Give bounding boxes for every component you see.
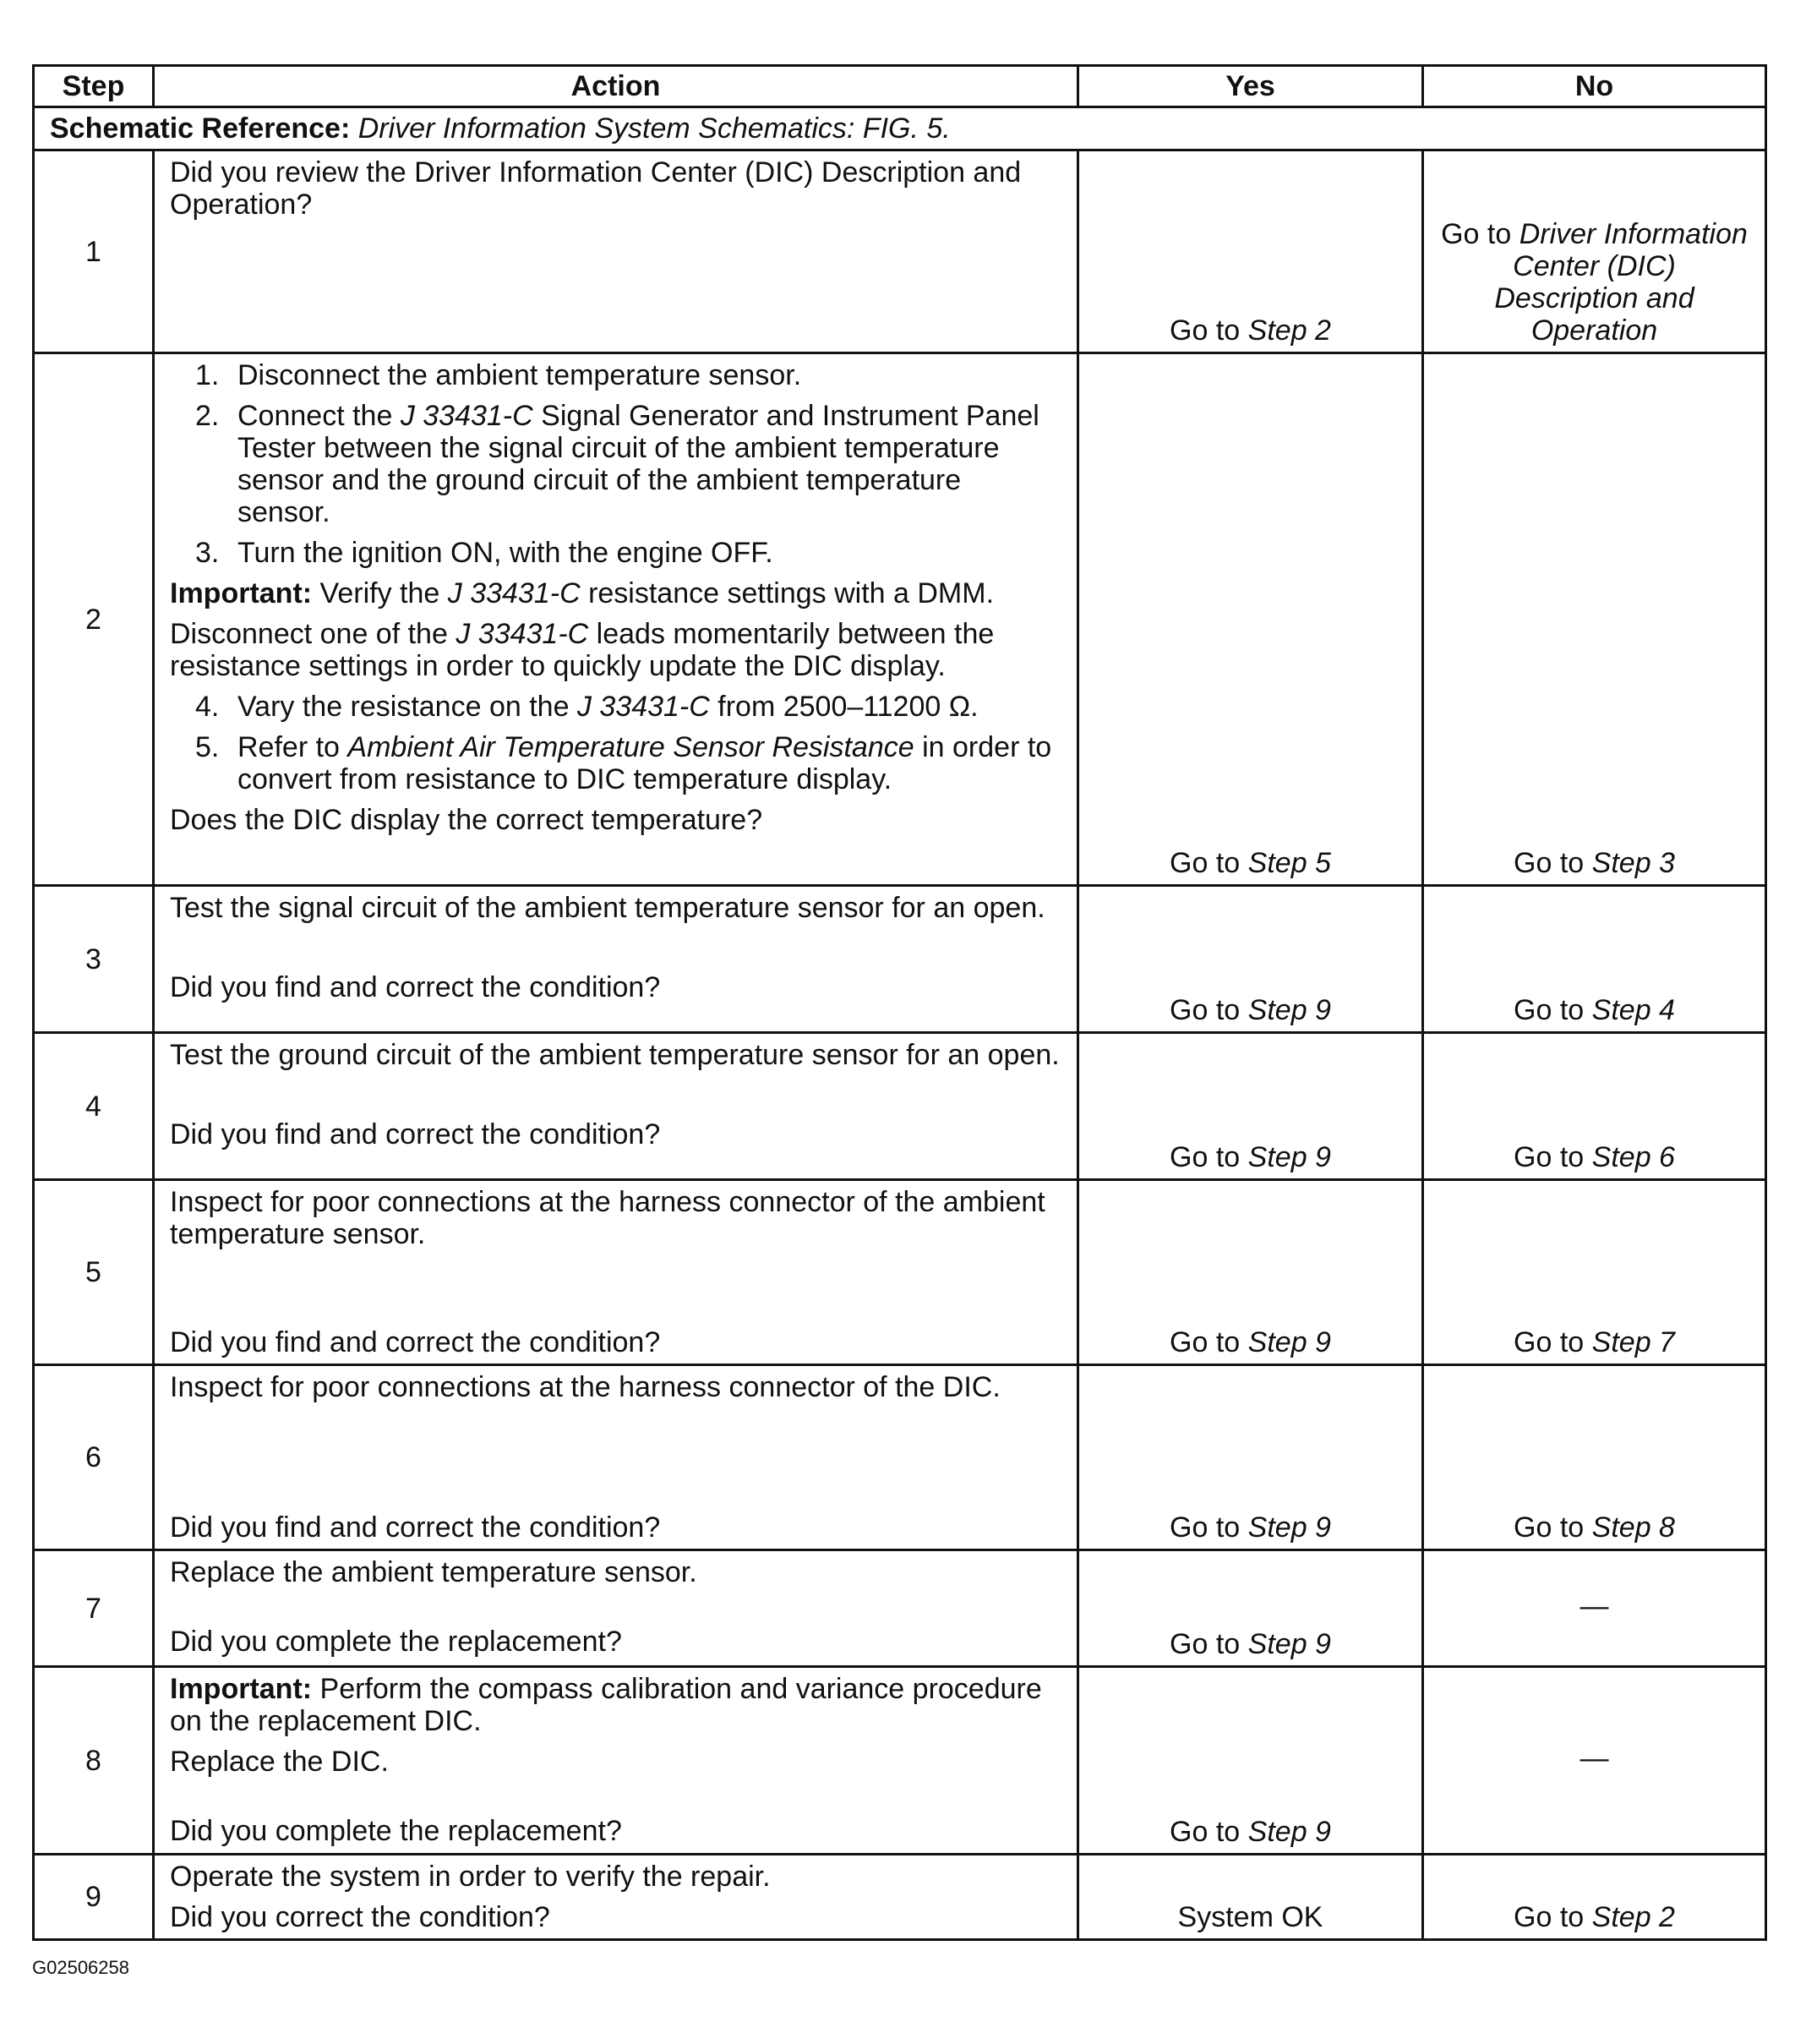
no-link[interactable]: Driver Information Center (DIC) Description and Operation (1494, 218, 1748, 347)
header-step: Step (34, 66, 154, 107)
goto-label: Go to (1170, 1326, 1241, 1358)
goto-label: Go to (1170, 314, 1241, 347)
no-cell (1423, 1550, 1766, 1667)
spacer (170, 932, 1061, 971)
note-text: resistance settings with a DMM. (588, 577, 995, 609)
yes-cell (1078, 150, 1423, 353)
spacer (170, 1786, 1061, 1815)
yes-cell (1078, 1855, 1423, 1940)
important-note (170, 1673, 1061, 1737)
no-cell (1423, 1180, 1766, 1365)
action-text: Test the ground circuit of the ambient temperature sensor for an open. (170, 1039, 1060, 1071)
list-item (170, 359, 1061, 391)
action-text: Replace the DIC. (170, 1746, 389, 1778)
goto-label: Go to (1514, 1141, 1585, 1173)
item-text: Signal Generator and Instrument Panel Tester between the signal circuit of the ambient temperature sensor and the ground circuit of the ambient temperature sensor. (237, 400, 1039, 528)
important-label: Important: (170, 577, 313, 609)
table-row-step-4 (34, 1033, 1766, 1180)
question-text: Did you complete the replacement? (170, 1626, 622, 1658)
item-number: 5. (195, 731, 220, 763)
header-row (34, 66, 1766, 107)
schematic-label: Schematic Reference: (50, 112, 351, 145)
list-item (170, 691, 1061, 723)
goto-label: Go to (1170, 994, 1241, 1026)
step-number: 5 (34, 1180, 154, 1365)
no-link[interactable]: Step 7 (1591, 1326, 1675, 1358)
list-item (170, 731, 1061, 795)
no-cell (1423, 353, 1766, 886)
goto-label: Go to (1441, 218, 1512, 250)
step-number: 3 (34, 886, 154, 1033)
no-cell (1423, 886, 1766, 1033)
step-number: 1 (34, 150, 154, 353)
no-link[interactable]: Step 6 (1591, 1141, 1675, 1173)
tool-ref: J 33431-C (456, 618, 589, 650)
note-text: leads momentarily between the resistance settings in order to quickly update the DIC display. (170, 618, 995, 682)
list-item (170, 400, 1061, 528)
yes-cell (1078, 1365, 1423, 1550)
table-row-step-3 (34, 886, 1766, 1033)
action-text: Did you review the Driver Information Center (DIC) Description and Operation? (170, 156, 1022, 221)
action-cell (154, 150, 1078, 353)
item-number: 2. (195, 400, 220, 432)
goto-label: Go to (1170, 1816, 1241, 1848)
yes-cell (1078, 1180, 1423, 1365)
goto-label: Go to (1170, 1511, 1241, 1544)
yes-cell (1078, 886, 1423, 1033)
table-row-step-8 (34, 1667, 1766, 1855)
question-text: Did you find and correct the condition? (170, 1326, 661, 1358)
goto-label: Go to (1514, 1511, 1585, 1544)
yes-link[interactable]: Step 9 (1247, 1816, 1331, 1848)
no-dash: — (1579, 1741, 1609, 1774)
item-text: Connect the (237, 400, 393, 432)
no-link[interactable]: Step 8 (1591, 1511, 1675, 1544)
schematic-fig: FIG. 5. (862, 112, 951, 145)
question-text: Did you find and correct the condition? (170, 971, 661, 1003)
no-cell (1423, 1033, 1766, 1180)
yes-cell (1078, 1550, 1423, 1667)
step-number: 9 (34, 1855, 154, 1940)
step-number: 7 (34, 1550, 154, 1667)
item-text: Disconnect the ambient temperature sensor. (237, 359, 802, 391)
item-text: in order to convert from resistance to DIC temperature display. (237, 731, 1052, 795)
figure-code: G02506258 (32, 1957, 129, 1978)
no-dash: — (1579, 1589, 1609, 1622)
action-text: Operate the system in order to verify the repair. (170, 1861, 771, 1893)
yes-link[interactable]: Step 9 (1247, 994, 1331, 1026)
yes-cell (1078, 1033, 1423, 1180)
table-row-step-7 (34, 1550, 1766, 1667)
schematic-ref: Driver Information System Schematics (357, 112, 847, 145)
item-text: Vary the resistance on the (237, 691, 570, 723)
schematic-sep: : (846, 112, 855, 145)
header-no: No (1423, 66, 1766, 107)
goto-label: Go to (1170, 1141, 1241, 1173)
no-cell (1423, 150, 1766, 353)
tool-ref: J 33431-C (400, 400, 533, 432)
goto-label: Go to (1514, 1901, 1585, 1933)
action-cell (154, 1855, 1078, 1940)
table-row-step-5 (34, 1180, 1766, 1365)
step-number: 6 (34, 1365, 154, 1550)
goto-label: Go to (1170, 1628, 1241, 1660)
diagnostic-table-document (32, 64, 1765, 1941)
yes-link[interactable]: Step 9 (1247, 1326, 1331, 1358)
goto-label: Go to (1170, 847, 1241, 879)
no-cell (1423, 1365, 1766, 1550)
item-number: 4. (195, 691, 220, 723)
question-text: Does the DIC display the correct temperature? (170, 804, 763, 836)
tool-ref: J 33431-C (576, 691, 710, 723)
action-cell (154, 1180, 1078, 1365)
action-text: Test the signal circuit of the ambient temperature sensor for an open. (170, 892, 1045, 924)
procedure-list (170, 359, 1061, 569)
question-text: Did you find and correct the condition? (170, 1118, 661, 1150)
action-cell (154, 1550, 1078, 1667)
no-cell (1423, 1855, 1766, 1940)
step-number: 2 (34, 353, 154, 886)
action-cell (154, 1033, 1078, 1180)
no-link[interactable]: Step 3 (1591, 847, 1675, 879)
action-cell (154, 886, 1078, 1033)
table-row-step-9 (34, 1855, 1766, 1940)
note-text: Perform the compass calibration and variance procedure on the replacement DIC. (170, 1673, 1042, 1737)
important-note (170, 577, 1061, 609)
no-cell (1423, 1667, 1766, 1855)
diagnostic-table (32, 64, 1767, 1941)
spacer (170, 1597, 1061, 1626)
note-text: Verify the (319, 577, 440, 609)
goto-label: Go to (1514, 847, 1585, 879)
question-text: Did you correct the condition? (170, 1901, 550, 1933)
system-ok-text: System OK (1177, 1901, 1323, 1933)
yes-link[interactable]: Step 9 (1247, 1628, 1331, 1660)
action-cell (154, 353, 1078, 886)
table-row-step-1 (34, 150, 1766, 353)
table-row-step-2 (34, 353, 1766, 886)
schematic-reference (34, 107, 1766, 150)
question-text: Did you find and correct the condition? (170, 1511, 661, 1544)
yes-link[interactable]: Step 9 (1247, 1511, 1331, 1544)
action-text: Replace the ambient temperature sensor. (170, 1556, 697, 1588)
yes-cell (1078, 353, 1423, 886)
yes-link[interactable]: Step 9 (1247, 1141, 1331, 1173)
no-link[interactable]: Step 2 (1591, 1901, 1675, 1933)
action-cell (154, 1365, 1078, 1550)
question-text: Did you complete the replacement? (170, 1815, 622, 1847)
schematic-row (34, 107, 1766, 150)
yes-link[interactable]: Step 5 (1247, 847, 1331, 879)
spacer (170, 1412, 1061, 1511)
important-label: Important: (170, 1673, 313, 1705)
tool-ref: J 33431-C (447, 577, 581, 609)
yes-cell (1078, 1667, 1423, 1855)
action-cell (154, 1667, 1078, 1855)
action-text: Inspect for poor connections at the harness connector of the DIC. (170, 1371, 1001, 1403)
note-text: Disconnect one of the (170, 618, 448, 650)
action-text: Inspect for poor connections at the harness connector of the ambient temperature sensor. (170, 1186, 1045, 1250)
procedure-list (170, 691, 1061, 795)
spacer (170, 1079, 1061, 1118)
no-link[interactable]: Step 4 (1591, 994, 1675, 1026)
goto-label: Go to (1514, 1326, 1585, 1358)
item-text: Turn the ignition ON, with the engine OFF. (237, 537, 773, 569)
header-action: Action (154, 66, 1078, 107)
goto-label: Go to (1514, 994, 1585, 1026)
table-row-step-6 (34, 1365, 1766, 1550)
item-text: Refer to (237, 731, 340, 763)
disconnect-note (170, 618, 1061, 682)
step-number: 8 (34, 1667, 154, 1855)
list-item (170, 537, 1061, 569)
step-number: 4 (34, 1033, 154, 1180)
yes-link[interactable]: Step 2 (1247, 314, 1331, 347)
item-text: from 2500–11200 Ω. (717, 691, 979, 723)
header-yes: Yes (1078, 66, 1423, 107)
doc-ref-link[interactable]: Ambient Air Temperature Sensor Resistance (347, 731, 914, 763)
item-number: 3. (195, 537, 220, 569)
spacer (170, 1259, 1061, 1326)
item-number: 1. (195, 359, 220, 391)
